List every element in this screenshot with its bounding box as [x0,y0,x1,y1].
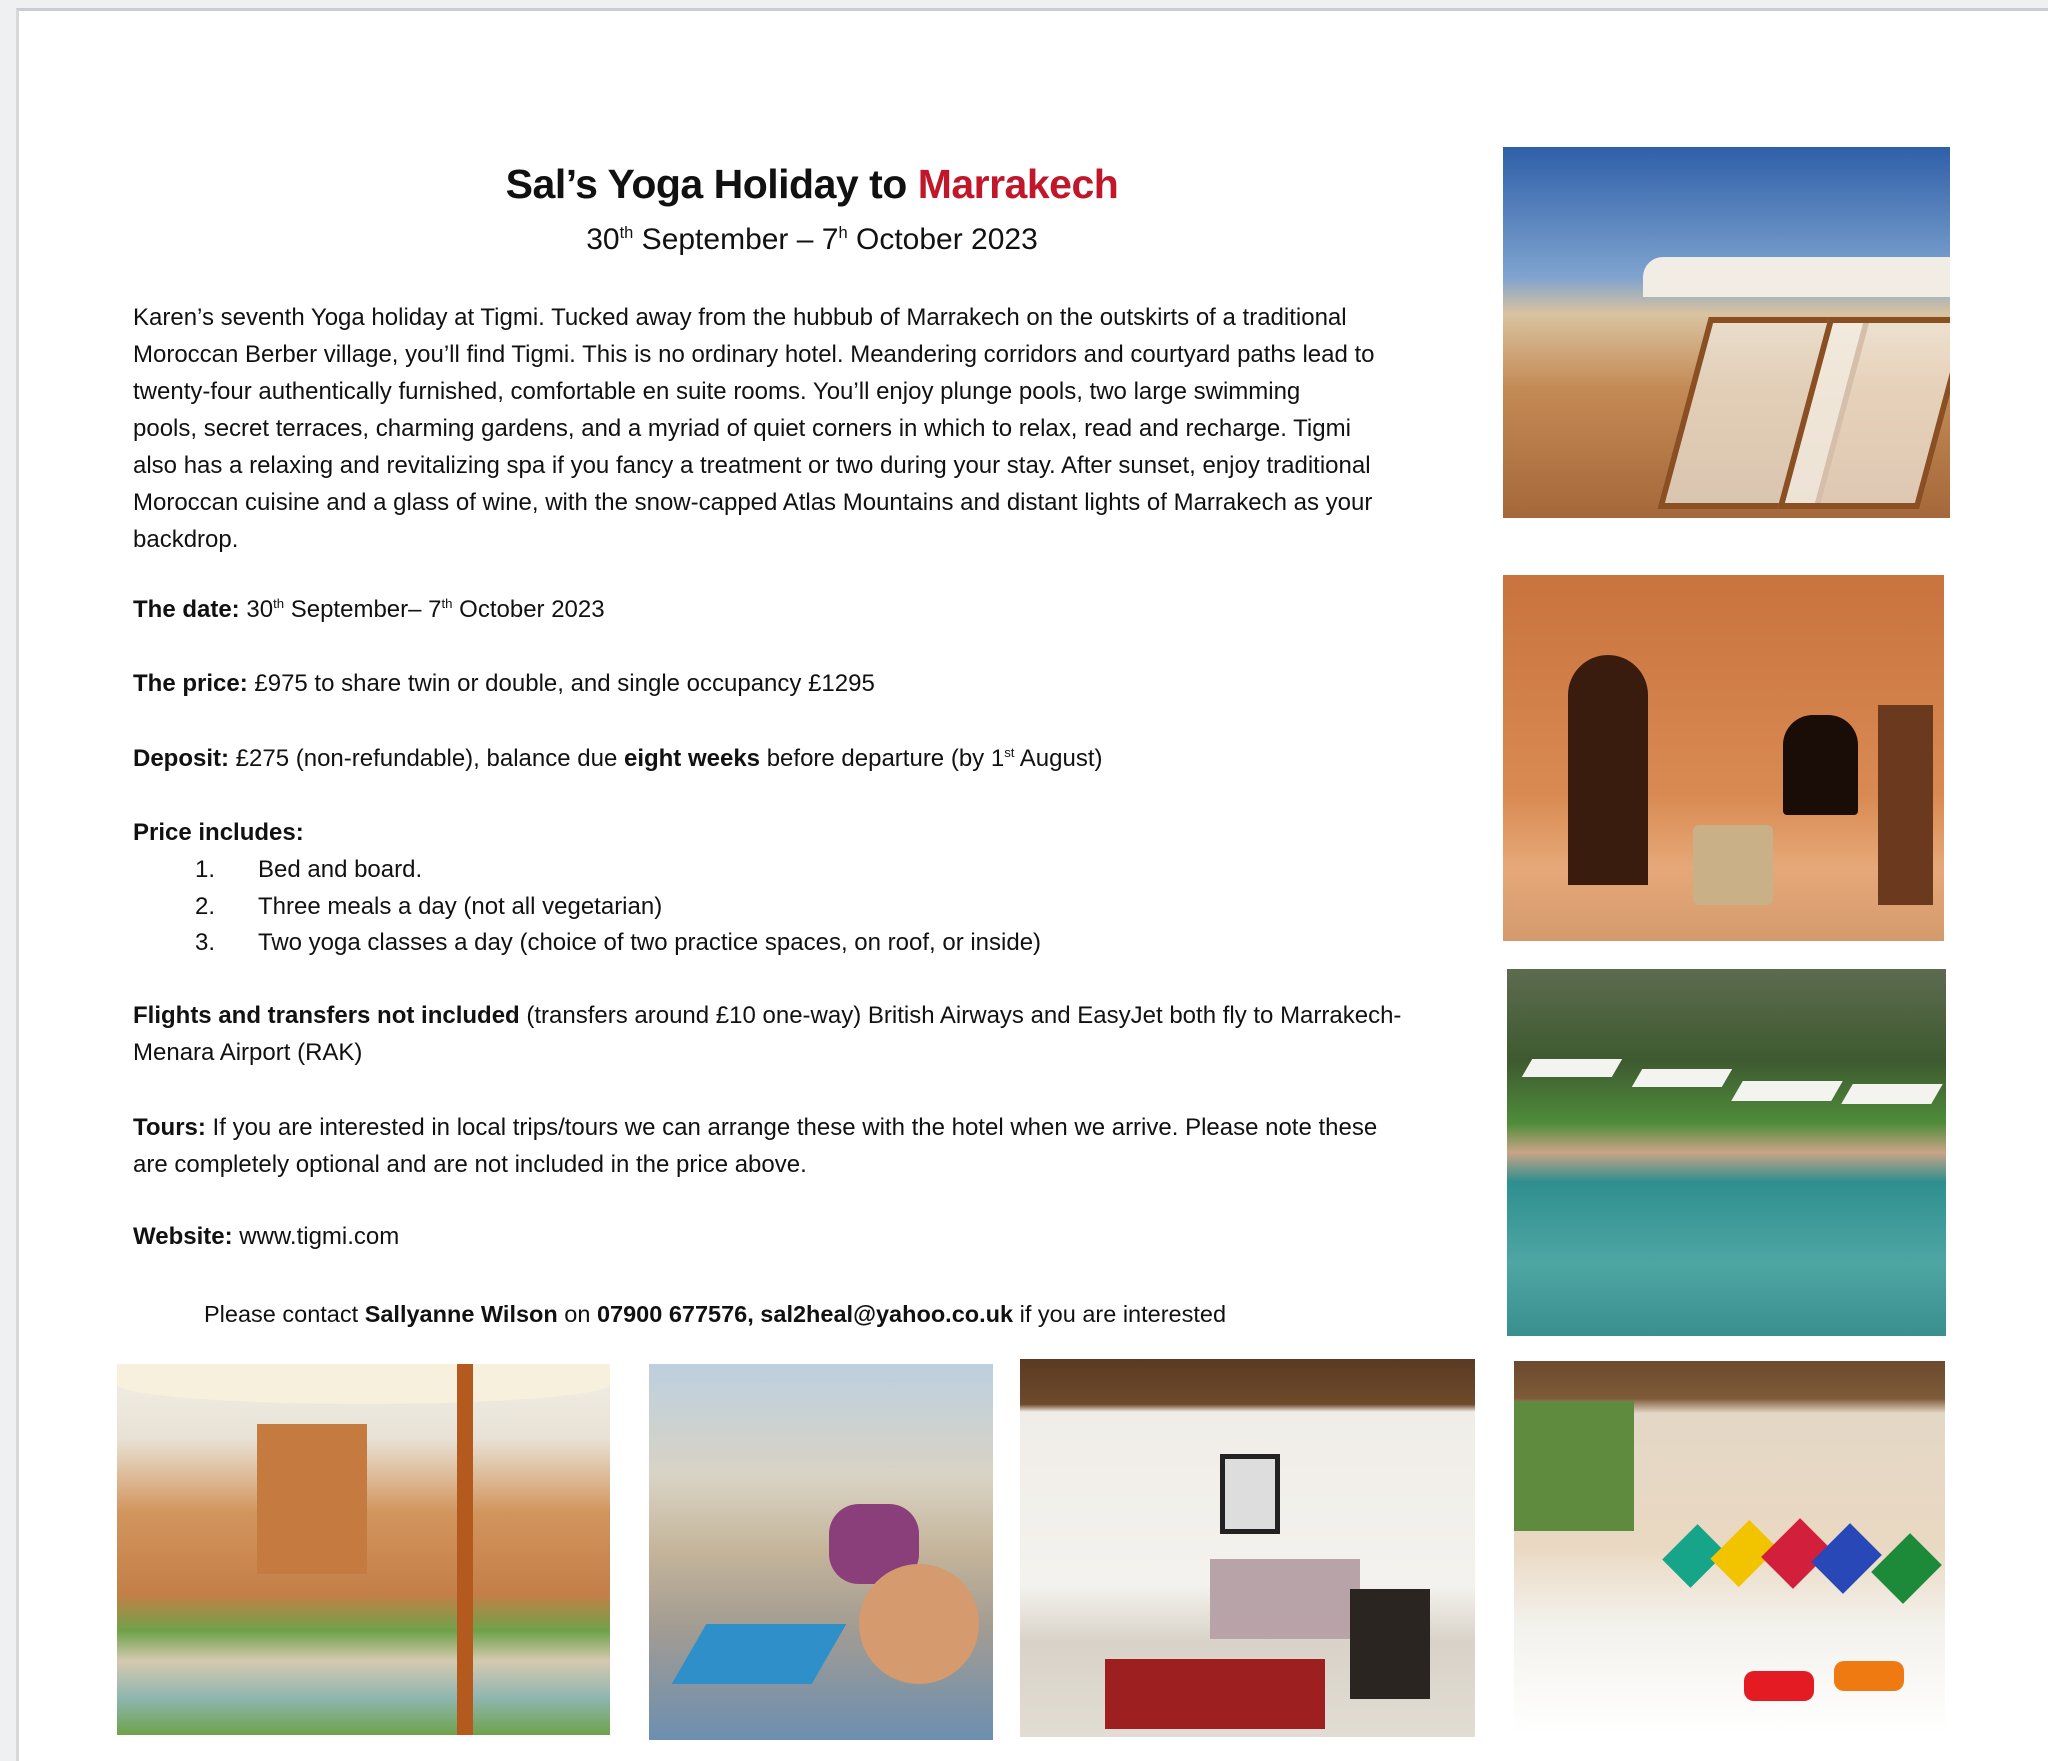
website-link[interactable]: www.tigmi.com [232,1223,400,1250]
text-span: £275 (non-refundable), balance due [229,745,624,772]
website-line [133,1218,399,1255]
text-span: Website: [133,1223,233,1250]
text-span: Moroccan cuisine and a glass of wine, with the snow-capped Atlas Mountains and distant lights of Marrakech as your [133,489,1373,516]
flights-paragraph [133,997,1401,1071]
text-span: Three meals a day (not all vegetarian) [258,893,663,920]
text-span: th [619,224,634,242]
text-span: August) [1014,745,1103,772]
text-span: on [557,1301,597,1327]
photo-lounge-cushions [1514,1361,1945,1735]
text-span: st [1004,745,1015,760]
text-span: Deposit: [133,745,229,772]
tours-paragraph [133,1109,1377,1183]
list-item [195,851,422,888]
photo-yoga-class [649,1364,993,1740]
text-span: The price: [133,670,248,697]
text-span: 2. [195,893,216,920]
price-line [133,665,875,702]
text-span: Karen’s seventh Yoga holiday at Tigmi. Tucked away from the hubbub of Marrakech on the outskirts of a traditional [133,304,1347,331]
text-span: th [273,596,285,611]
text-span: (transfers around £10 one-way) British Airways and EasyJet both fly to Marrakech- [519,1002,1402,1029]
date-line [133,591,605,628]
text-span: £975 to share twin or double, and single occupancy £1295 [247,670,875,697]
text-span: Two yoga classes a day (choice of two practice spaces, on roof, or inside) [258,929,1042,956]
text-span: Please contact [204,1301,365,1327]
page-subtitle [19,223,1605,257]
text-span: 1. [195,856,216,883]
text-span: September – 7 [633,223,839,256]
text-span: pools, secret terraces, charming gardens, and a myriad of quiet corners in which to relax, read and recharge. Tigmi [133,415,1351,442]
text-span: Menara Airport (RAK) [133,1039,363,1066]
text-span: are completely optional and are not included in the price above. [133,1151,807,1178]
contact-line [204,1301,1226,1328]
text-span: twenty-four authentically furnished, comfortable en suite rooms. You’ll enjoy plunge pools, two large swimming [133,378,1301,405]
title-text: Sal’s Yoga Holiday to [505,161,918,207]
photo-hotel-pool-terrace [117,1364,610,1735]
text-span: 30 [239,596,274,623]
text-span: Moroccan Berber village, you’ll find Tigmi. This is no ordinary hotel. Meandering corridors and courtyard paths lead to [133,341,1375,368]
document-page [16,8,2048,1761]
text-span: 3. [195,929,216,956]
text-span: September– 7 [284,596,442,623]
text-span: h [838,224,848,242]
photo-terracotta-wall [1503,575,1944,941]
text-span: Sallyanne Wilson [364,1301,558,1327]
text-span: Tours: [133,1114,206,1141]
list-item [195,924,1041,961]
page-title [19,161,1605,208]
text-span: backdrop. [133,526,239,553]
intro-paragraph [133,299,1375,558]
text-span: th [441,596,453,611]
text-span: If you are interested in local trips/tours we can arrange these with the hotel when we arrive. Please note these [205,1114,1378,1141]
text-span: October 2023 [452,596,605,623]
text-span: eight weeks [623,745,761,772]
photo-rooftop-deckchairs [1503,147,1950,518]
title-accent: Marrakech [917,161,1119,207]
price-includes [133,814,1433,964]
text-span: 30 [586,223,620,256]
text-span: The date: [133,596,240,623]
contact-details[interactable]: 07900 677576, sal2heal@yahoo.co.uk [596,1301,1014,1327]
text-span: also has a relaxing and revitalizing spa if you fancy a treatment or two during your stay. After sunset, enjoy traditional [133,452,1371,479]
text-span: before departure (by 1 [760,745,1005,772]
price-includes-heading: Price includes: [133,819,304,846]
photo-pool-loungers [1507,969,1946,1336]
text-span: Bed and board. [258,856,423,883]
photo-bedroom [1020,1359,1475,1737]
text-span: if you are interested [1013,1301,1227,1327]
text-span: Flights and transfers not included [133,1002,520,1029]
list-item [195,888,662,925]
text-span: October 2023 [847,223,1038,256]
deposit-line [133,740,1103,777]
